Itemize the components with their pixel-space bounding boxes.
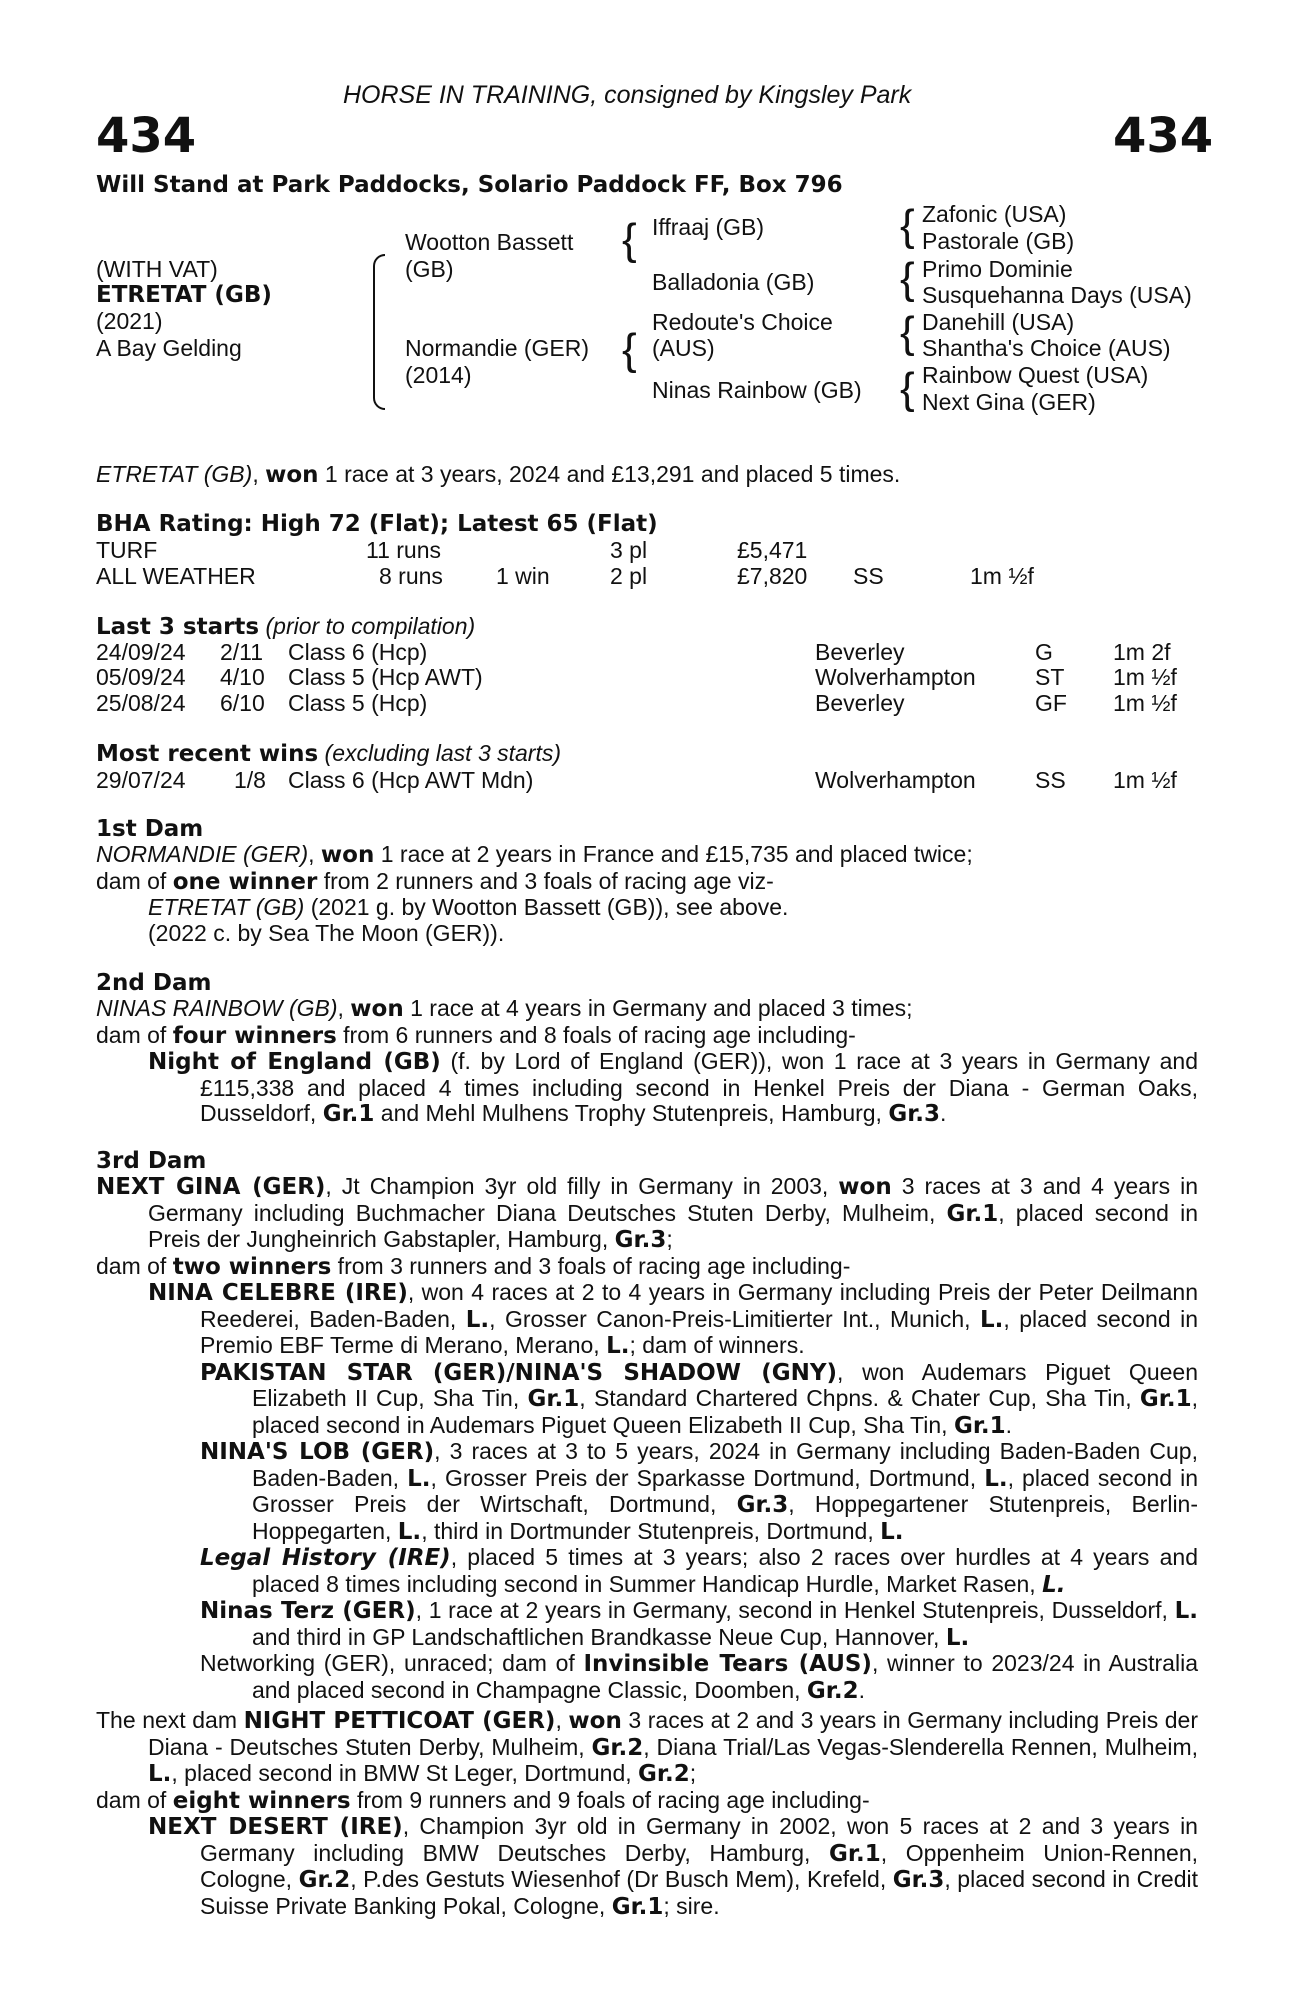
progeny-next-desert — [148, 1814, 1198, 1920]
start-position: 6/10 — [220, 690, 265, 716]
next-dam-name: NIGHT PETTICOAT (GER) — [243, 1708, 556, 1734]
lot-number-right: 434 — [1113, 108, 1214, 164]
grade-label: L. — [1042, 1571, 1066, 1598]
rating-earnings: £7,820 — [737, 563, 808, 589]
start-going: ST — [1035, 664, 1065, 690]
next-dam-text: , placed second in BMW St Leger, Dortmund, — [171, 1760, 639, 1786]
dam1-foal1-name: ETRETAT (GB) — [148, 894, 305, 920]
sire-dam: Balladonia (GB) — [652, 269, 815, 295]
dam3-dam-of: dam of — [96, 1252, 173, 1279]
progeny-text: Networking (GER), unraced; dam of — [200, 1650, 584, 1676]
progeny-text: and third in GP Landschaftlichen Brandkasse Neue Cup, Hannover, — [252, 1623, 946, 1650]
last-starts-note: (prior to compilation) — [265, 613, 476, 639]
start-position: 4/10 — [220, 664, 265, 690]
ninas-terz-name: Ninas Terz (GER) — [200, 1598, 416, 1624]
dam1-foal1-text: (2021 g. by Wootton Bassett (GB)), see above. — [304, 894, 789, 920]
dam-name: Normandie (GER) — [405, 335, 590, 361]
nina-celebre-name: NINA CELEBRE (IRE) — [148, 1280, 408, 1306]
next-dam-comma: , — [555, 1707, 569, 1733]
progeny-text: , P.des Gestuts Wiesenhof (Dr Busch Mem), Krefeld, — [350, 1866, 893, 1892]
win-position: 1/8 — [234, 767, 266, 793]
dam2-foal-text: . — [940, 1100, 947, 1126]
grade-label: Gr.3 — [614, 1227, 667, 1253]
progeny-legal-history — [200, 1545, 1198, 1598]
progeny-text: , placed 5 times at 3 years; also 2 races over hurdles at 4 years and placed 8 times including second in Summer Handicap Hurdle, Market Rasen, — [252, 1544, 1198, 1597]
progeny-text: , winner to 2023/24 in Australia and placed second in Champagne Classic, Doomben, — [252, 1650, 1198, 1703]
start-class: Class 5 (Hcp AWT) — [288, 664, 483, 690]
sdd: Susquehanna Days (USA) — [922, 282, 1192, 308]
ssd: Pastorale (GB) — [922, 228, 1075, 254]
progeny-text: , won Audemars Piguet Queen Elizabeth II Cup, Sha Tin, — [252, 1358, 1198, 1411]
third-dam-section — [96, 1174, 1198, 1704]
rating-placed: 2 pl — [610, 563, 648, 589]
grade-label: Gr.1 — [611, 1893, 664, 1920]
dam1-dam-of: dam of — [96, 867, 173, 894]
grade-label: L. — [880, 1518, 904, 1545]
progeny-text: , Oppenheim Union-Rennen, Cologne, — [200, 1839, 1199, 1892]
win-distance: 1m ½f — [1113, 767, 1177, 793]
grade-label: L. — [407, 1465, 431, 1492]
next-dam-text: 3 races at 2 and 3 years in Germany including Preis der Diana - Deutsches Stuten Derby, Mulheim, — [148, 1707, 1199, 1760]
rating-surface: TURF — [96, 537, 158, 563]
dam-brace: { — [622, 325, 637, 374]
dam3-text: , Jt Champion 3yr old filly in Germany in 2003, — [325, 1173, 839, 1199]
start-course: Beverley — [815, 690, 905, 716]
grade-label: L. — [397, 1518, 422, 1545]
ddd: Next Gina (GER) — [922, 389, 1096, 415]
last-starts-heading — [96, 613, 475, 640]
start-date: 25/08/24 — [96, 690, 186, 716]
start-class: Class 5 (Hcp) — [288, 690, 428, 716]
grade-label: L. — [1174, 1598, 1198, 1624]
dam2-foal — [148, 1049, 1198, 1128]
progeny-text: , won 4 races at 2 to 4 years in Germany including Preis der Peter Deilmann Reederei, Baden-Baden, — [200, 1279, 1198, 1332]
last-starts-title: Last 3 starts — [96, 614, 260, 640]
next-dam-section — [96, 1708, 1198, 1920]
progeny-text: , 3 races at 3 to 5 years, 2024 in Germany including Baden-Baden Cup, Baden-Baden, — [252, 1438, 1198, 1491]
start-distance: 1m 2f — [1113, 639, 1171, 665]
horse-name: ETRETAT (GB) — [96, 282, 272, 308]
rating-runs: 8 runs — [379, 563, 443, 589]
dam3-won: won — [838, 1174, 892, 1200]
progeny-text: , Grosser Preis der Sparkasse Dortmund, Dortmund, — [430, 1464, 985, 1491]
dam3-name: NEXT GINA (GER) — [96, 1174, 326, 1200]
next-dam-produce: from 9 runners and 9 foals of racing age including- — [350, 1786, 870, 1813]
lot-number-left: 434 — [96, 108, 197, 164]
start-class: Class 6 (Hcp) — [288, 639, 428, 665]
rating-distance: 1m ½f — [970, 563, 1034, 589]
grade-label: Gr.2 — [806, 1677, 859, 1704]
dam-sire-country: (AUS) — [652, 335, 715, 361]
ninas-lob-name: NINA'S LOB (GER) — [200, 1439, 435, 1465]
vat-note: (WITH VAT) — [96, 256, 218, 282]
progeny-text: , third in Dortmunder Stutenpreis, Dortmund, — [421, 1517, 881, 1544]
grade-label: Gr.2 — [298, 1867, 351, 1893]
first-dam-section — [96, 842, 1198, 946]
progeny-text: . — [1005, 1411, 1013, 1438]
grade-label: Gr.3 — [892, 1867, 945, 1893]
second-dam-heading: 2nd Dam — [96, 970, 212, 996]
dam1-foal2: (2022 c. by Sea The Moon (GER)). — [148, 919, 505, 946]
next-dam-intro: The next dam — [96, 1707, 244, 1733]
start-course: Beverley — [815, 639, 905, 665]
start-distance: 1m ½f — [1113, 664, 1177, 690]
rating-going: SS — [853, 563, 884, 589]
dds: Rainbow Quest (USA) — [922, 362, 1149, 388]
next-dam-record — [96, 1708, 1198, 1788]
dam1-record: 1 race at 2 years in France and £15,735 and placed twice; — [374, 841, 973, 867]
grade-label: Gr.1 — [953, 1412, 1006, 1439]
next-dam-dam-of: dam of — [96, 1786, 173, 1813]
first-dam-heading: 1st Dam — [96, 816, 204, 842]
grade-label: Gr.1 — [1139, 1386, 1192, 1412]
dsd: Shantha's Choice (AUS) — [922, 335, 1171, 361]
start-going: GF — [1035, 690, 1067, 716]
rating-placed: 3 pl — [610, 537, 648, 563]
progeny-text: ; dam of winners. — [629, 1332, 805, 1358]
summary-comma: , — [252, 461, 259, 487]
start-position: 2/11 — [220, 639, 264, 665]
start-going: G — [1035, 639, 1053, 665]
dam3-text: , placed second in Preis der Jungheinrich Gabstapler, Hamburg, — [148, 1199, 1198, 1252]
start-distance: 1m ½f — [1113, 690, 1177, 716]
dam3-text: 3 races at 3 and 4 years in Germany including Buchmacher Diana Deutsches Stuten Derby, Mulheim, — [148, 1173, 1199, 1226]
dam1-winners: one winner — [172, 868, 318, 895]
grade-label: L. — [979, 1306, 1004, 1333]
invinsible-tears-name: Invinsible Tears (AUS) — [583, 1651, 872, 1677]
stable-location: Will Stand at Park Paddocks, Solario Paddock FF, Box 796 — [96, 172, 843, 198]
horse-year: (2021) — [96, 308, 163, 334]
dam-year: (2014) — [405, 362, 472, 388]
sire-name: Wootton Bassett — [405, 229, 574, 255]
progeny-nina-celebre — [148, 1280, 1198, 1360]
rating-earnings: £5,471 — [737, 537, 808, 563]
grade-label: Gr.1 — [946, 1200, 999, 1227]
dam3-text: ; — [666, 1226, 673, 1252]
summary-won: won — [265, 462, 319, 488]
progeny-text: , Hoppegartener Stutenpreis, Berlin-Hoppegarten, — [252, 1491, 1199, 1544]
dam2-won: won — [350, 996, 404, 1022]
start-course: Wolverhampton — [815, 664, 976, 690]
grade-label: L. — [945, 1624, 970, 1651]
grade-label: Gr.2 — [591, 1734, 644, 1761]
dam2-foal-text: and Mehl Mulhens Trophy Stutenpreis, Hamburg, — [374, 1100, 889, 1126]
dam2-produce: from 6 runners and 8 foals of racing age including- — [336, 1021, 856, 1048]
race-summary — [96, 461, 900, 488]
next-dam-winners: eight winners — [172, 1787, 351, 1814]
pedigree-brace — [373, 254, 385, 410]
sss: Zafonic (USA) — [922, 201, 1067, 227]
progeny-networking — [200, 1651, 1198, 1704]
dam1-won: won — [320, 842, 375, 868]
dam3-produce: from 3 runners and 3 foals of racing age including- — [331, 1252, 851, 1279]
grade-label: Gr.1 — [527, 1386, 580, 1412]
win-date: 29/07/24 — [96, 767, 186, 793]
summary-horse-name: ETRETAT (GB) — [96, 461, 253, 487]
dam2-name: NINAS RAINBOW (GB) — [96, 995, 338, 1021]
progeny-text: . — [858, 1676, 865, 1703]
dam2-winners: four winners — [172, 1022, 337, 1049]
sire-sire: Iffraaj (GB) — [652, 214, 765, 240]
dam2-record: 1 race at 4 years in Germany and placed 3 times; — [403, 995, 913, 1021]
bha-rating: BHA Rating: High 72 (Flat); Latest 65 (Flat) — [96, 511, 658, 537]
dam2-foal-name: Night of England (GB) — [148, 1049, 441, 1075]
horse-description: A Bay Gelding — [96, 335, 242, 361]
dam1-comma: , — [308, 841, 315, 867]
recent-wins-title: Most recent wins — [96, 741, 319, 767]
rating-surface: ALL WEATHER — [96, 563, 256, 589]
progeny-text: , placed second in Premio EBF Terme di Merano, Merano, — [200, 1305, 1198, 1358]
dam3-record — [96, 1174, 1198, 1254]
win-going: SS — [1035, 767, 1066, 793]
grade-label: Gr.3 — [888, 1101, 941, 1127]
next-dam-text: , Diana Trial/Las Vegas-Slenderella Rennen, Mulheim, — [643, 1733, 1198, 1760]
summary-text: 1 race at 3 years, 2024 and £13,291 and placed 5 times. — [318, 461, 901, 487]
next-dam-text: ; — [689, 1760, 697, 1786]
legal-history-name: Legal History (IRE) — [200, 1545, 451, 1571]
grade-label: Gr.1 — [322, 1101, 375, 1127]
grade-label: L. — [606, 1333, 630, 1359]
dss: Danehill (USA) — [922, 309, 1075, 335]
dam-dam: Ninas Rainbow (GB) — [652, 377, 862, 403]
next-dam-won: won — [568, 1708, 622, 1734]
progeny-text: , placed second in Audemars Piguet Queen Elizabeth II Cup, Sha Tin, — [252, 1385, 1198, 1438]
progeny-pakistan-star — [200, 1360, 1198, 1440]
progeny-text: , 1 race at 2 years in Germany, second in Henkel Stutenpreis, Dusseldorf, — [415, 1597, 1175, 1623]
grade-label: L. — [465, 1306, 490, 1333]
win-course: Wolverhampton — [815, 767, 976, 793]
progeny-ninas-terz — [200, 1598, 1198, 1651]
dd-brace: { — [900, 364, 915, 413]
pakistan-star-name: PAKISTAN STAR (GER)/NINA'S SHADOW (GNY) — [200, 1359, 838, 1386]
grade-label: Gr.2 — [638, 1761, 690, 1787]
recent-wins-note: (excluding last 3 starts) — [324, 740, 562, 766]
consignment-heading: HORSE IN TRAINING, consigned by Kingsley Park — [343, 81, 912, 109]
dam2-foal-text: (f. by Lord of England (GER)), won 1 race at 3 years in Germany and £115,338 and placed 4 times including second in Henkel Preis der Diana - German Oaks, Dusseldorf, — [200, 1048, 1198, 1126]
sire-country: (GB) — [405, 256, 454, 282]
grade-label: Gr.1 — [829, 1840, 881, 1867]
progeny-text: , Champion 3yr old in Germany in 2002, won 5 races at 2 and 3 years in Germany including BMW Deutsches Derby, Hamburg, — [200, 1813, 1198, 1866]
dam2-dam-of: dam of — [96, 1021, 173, 1048]
start-date: 24/09/24 — [96, 639, 186, 665]
dam1-name: NORMANDIE (GER) — [96, 841, 309, 867]
sire-brace: { — [622, 215, 637, 264]
next-desert-name: NEXT DESERT (IRE) — [148, 1814, 403, 1840]
ds-brace: { — [900, 308, 915, 357]
win-class: Class 6 (Hcp AWT Mdn) — [288, 767, 534, 793]
grade-label: L. — [984, 1465, 1008, 1492]
grade-label: Gr.3 — [736, 1492, 789, 1518]
start-date: 05/09/24 — [96, 664, 186, 690]
sds: Primo Dominie — [922, 256, 1073, 282]
progeny-text: , Grosser Canon-Preis-Limitierter Int., Munich, — [489, 1305, 980, 1332]
ss-brace: { — [900, 201, 915, 250]
dam-sire-name: Redoute's Choice — [652, 309, 833, 335]
second-dam-section — [96, 996, 1198, 1128]
dam1-produce: from 2 runners and 3 foals of racing age viz- — [317, 867, 774, 894]
progeny-ninas-lob — [200, 1439, 1198, 1545]
progeny-text: , placed second in Credit Suisse Private Banking Pokal, Cologne, — [200, 1866, 1198, 1919]
grade-label: L. — [148, 1761, 172, 1787]
dam2-comma: , — [337, 995, 344, 1021]
progeny-text: , placed second in Grosser Preis der Wirtschaft, Dortmund, — [252, 1464, 1199, 1517]
progeny-text: ; sire. — [663, 1892, 720, 1919]
progeny-text: , Standard Chartered Chpns. & Chater Cup, Sha Tin, — [579, 1385, 1140, 1411]
third-dam-heading: 3rd Dam — [96, 1148, 207, 1174]
rating-wins: 1 win — [496, 563, 550, 589]
recent-wins-heading — [96, 740, 561, 767]
rating-runs: 11 runs — [366, 537, 442, 563]
sd-brace: { — [900, 254, 915, 303]
dam3-winners: two winners — [172, 1253, 332, 1280]
